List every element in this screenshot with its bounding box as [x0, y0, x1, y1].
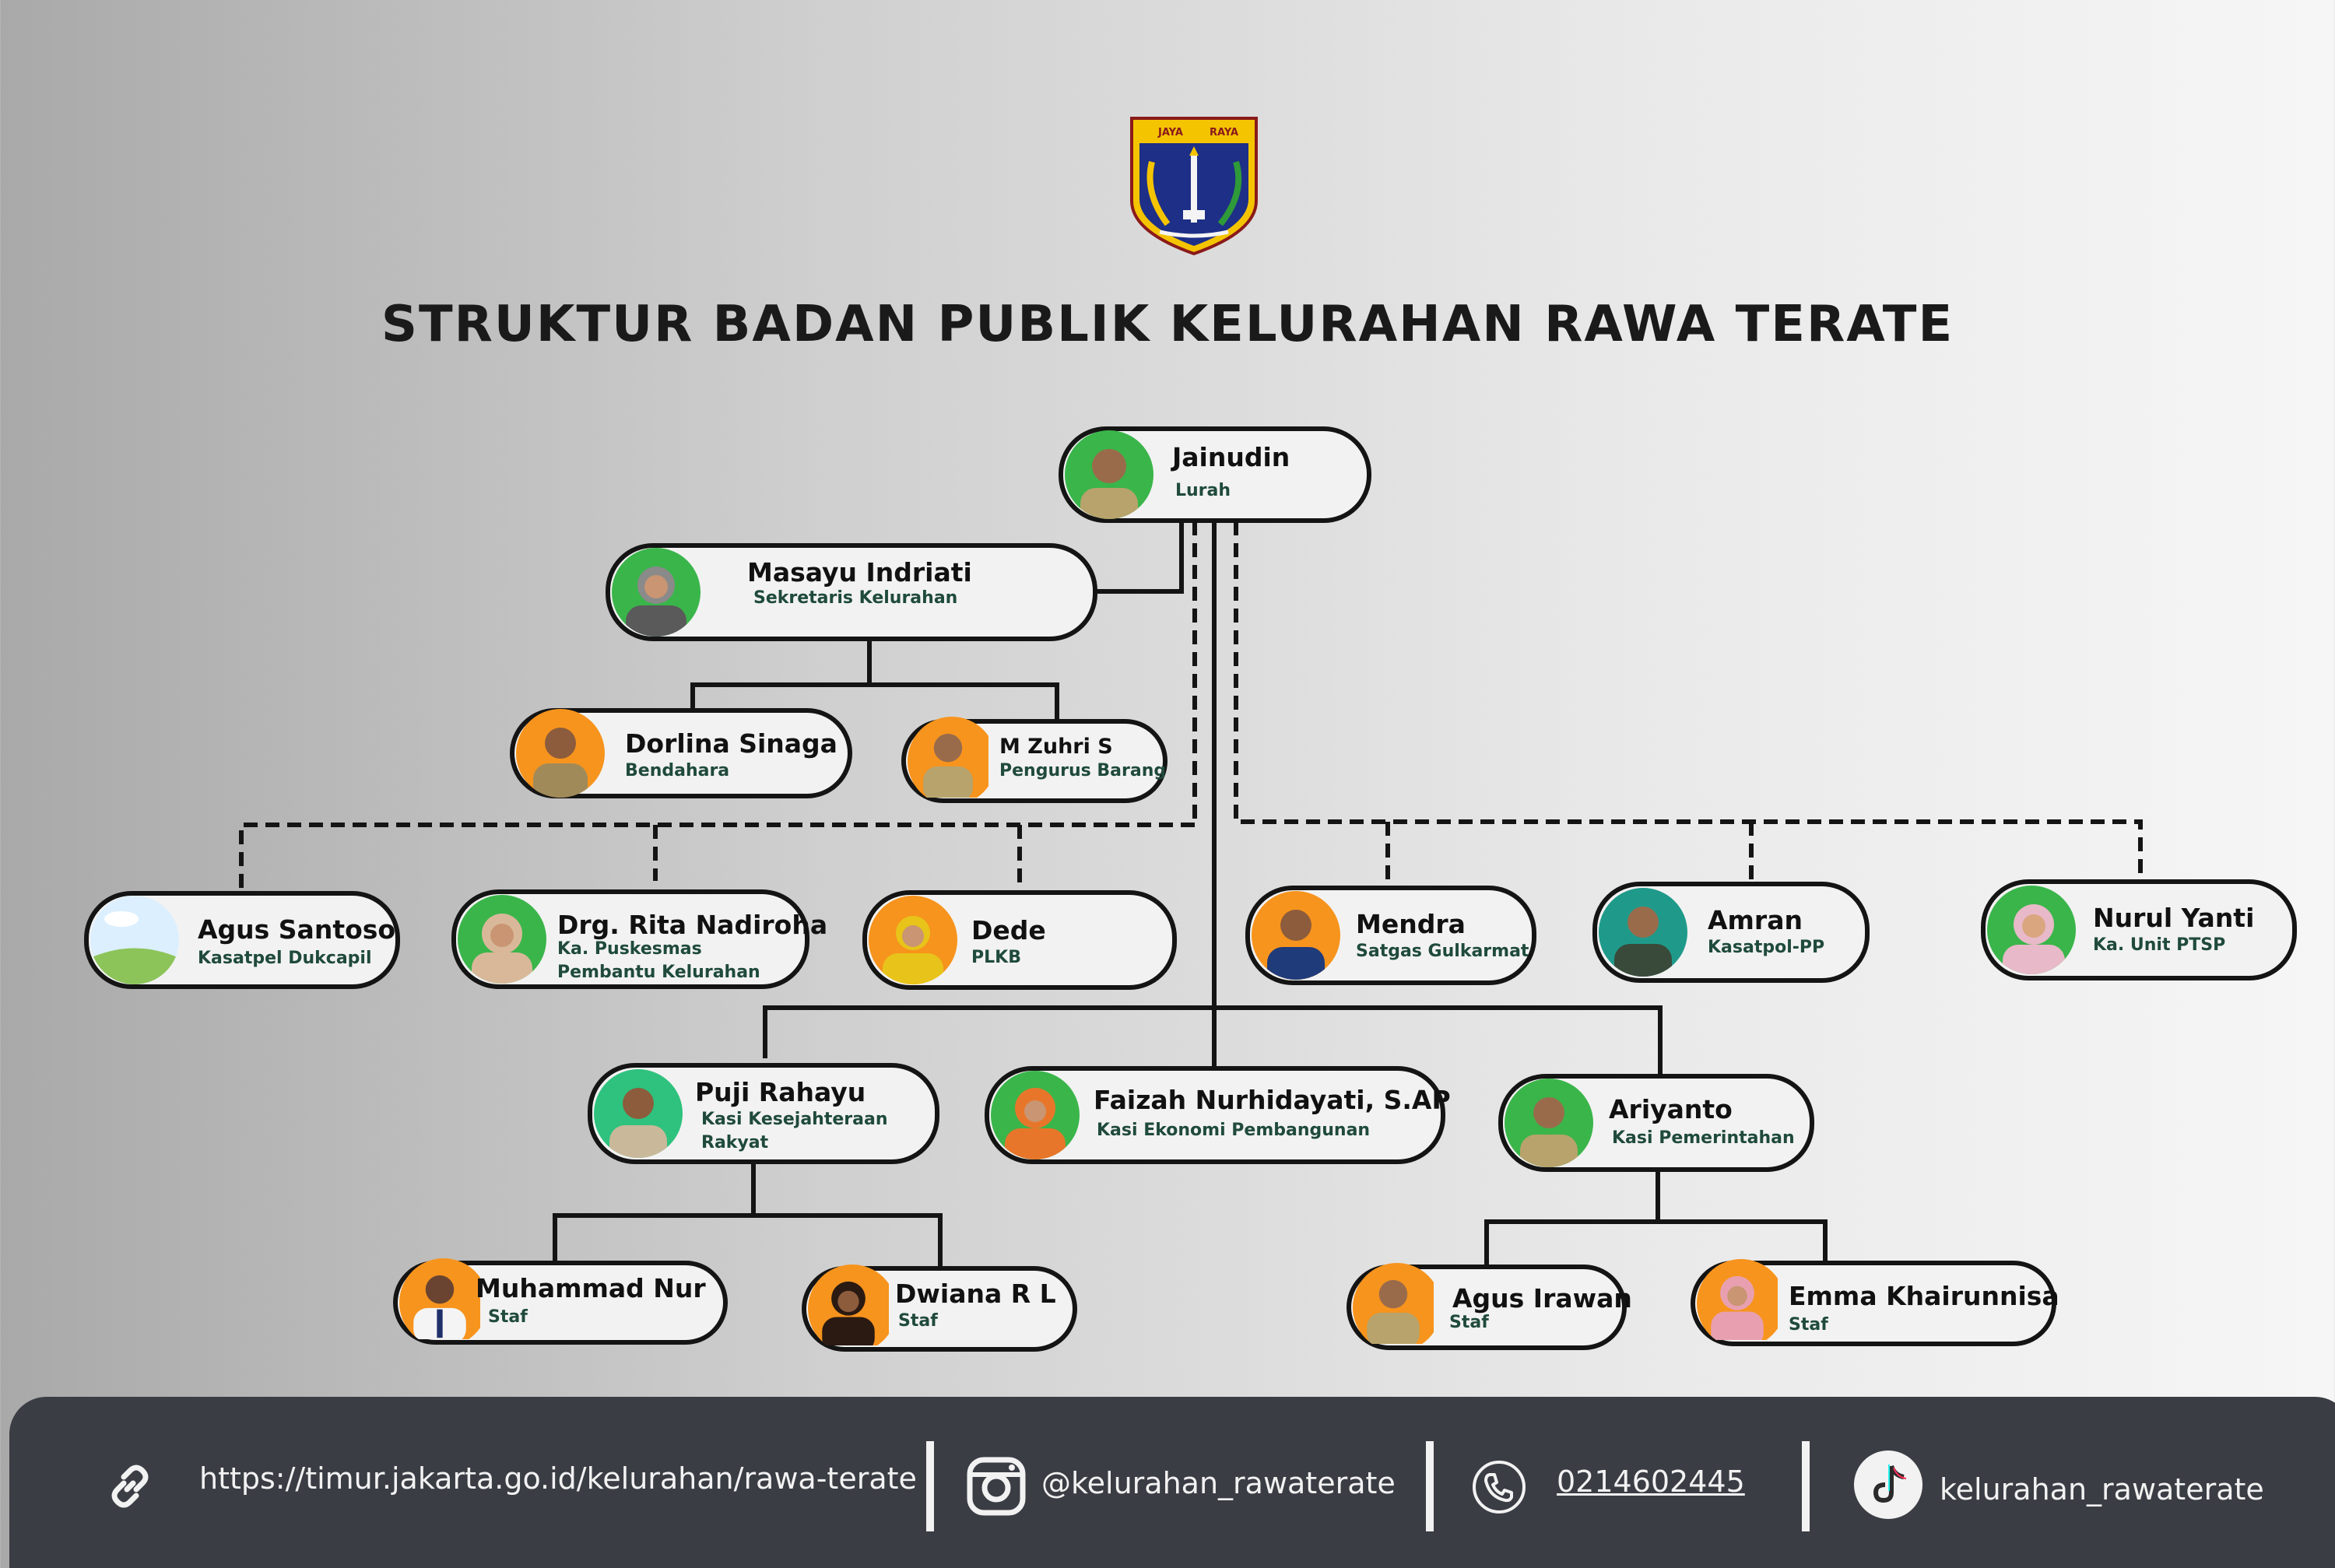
- person-name: Dede: [971, 915, 1046, 945]
- person-name: M Zuhri S: [999, 735, 1113, 759]
- person-name: Ariyanto: [1609, 1094, 1733, 1124]
- person-name: Nurul Yanti: [2093, 903, 2255, 933]
- avatar-photo: [458, 895, 546, 984]
- tiktok-icon: [1852, 1449, 1924, 1521]
- person-role-line1: Kasi Kesejahteraan: [701, 1110, 888, 1129]
- person-role-line2: Pembantu Kelurahan: [557, 963, 760, 982]
- card-faizah: [985, 1066, 1451, 1164]
- person-name: Dorlina Sinaga: [625, 728, 837, 759]
- logo-text-left: JAYA: [1158, 127, 1183, 139]
- card-emma: [1691, 1261, 2059, 1346]
- card-muhammad: [393, 1261, 728, 1345]
- instagram-icon: [965, 1455, 1027, 1517]
- person-name: Mendra: [1356, 909, 1466, 939]
- avatar-photo: [1599, 888, 1687, 977]
- person-name: Agus Santoso: [198, 914, 396, 945]
- avatar-photo: [991, 1071, 1080, 1159]
- card-dwiana: [802, 1266, 1077, 1352]
- card-amran: [1592, 882, 1870, 983]
- card-dede: [862, 890, 1177, 990]
- avatar-photo: [612, 548, 700, 637]
- card-jainudin: [1059, 426, 1371, 523]
- footer-divider: [1802, 1441, 1810, 1531]
- person-name: Puji Rahayu: [695, 1077, 866, 1107]
- logo-text-right: RAYA: [1210, 127, 1239, 139]
- avatar-placeholder: [90, 896, 179, 984]
- person-role: Kasatpel Dukcapil: [198, 949, 372, 968]
- person-role: Ka. Unit PTSP: [2093, 935, 2226, 955]
- person-name: Agus Irawan: [1452, 1283, 1632, 1314]
- card-dorlina: [510, 708, 852, 798]
- avatar-photo: [1065, 430, 1153, 519]
- person-name: Amran: [1708, 905, 1803, 935]
- phone-number[interactable]: 0214602445: [1557, 1465, 1745, 1499]
- person-role: Bendahara: [625, 761, 730, 780]
- person-role: Kasatpol-PP: [1708, 938, 1825, 957]
- person-role: Satgas Gulkarmat: [1356, 942, 1529, 961]
- avatar-photo: [1353, 1263, 1441, 1352]
- person-name: Drg. Rita Nadiroha: [557, 910, 828, 940]
- person-role: Pengurus Barang: [999, 761, 1167, 780]
- person-name: Jainudin: [1172, 442, 1290, 472]
- avatar-photo: [869, 896, 957, 984]
- person-role: Staf: [898, 1311, 938, 1331]
- person-role-line2: Rakyat: [701, 1133, 769, 1152]
- person-name: Muhammad Nur: [476, 1273, 706, 1303]
- avatar-photo: [908, 717, 996, 805]
- person-role: Staf: [1789, 1315, 1828, 1335]
- card-mendra: [1245, 886, 1536, 985]
- phone-icon: [1471, 1459, 1527, 1515]
- person-role-line1: Ka. Puskesmas: [557, 939, 702, 959]
- card-zuhri: [901, 719, 1168, 803]
- card-nurul: [1981, 879, 2297, 980]
- tiktok-handle[interactable]: kelurahan_rawaterate: [1940, 1472, 2264, 1507]
- avatar-photo: [1252, 891, 1340, 980]
- person-role: PLKB: [971, 948, 1021, 967]
- person-name: Faizah Nurhidayati, S.AP: [1094, 1085, 1451, 1115]
- person-name: Emma Khairunnisa: [1789, 1281, 2059, 1311]
- person-role: Lurah: [1175, 481, 1231, 500]
- person-role: Kasi Ekonomi Pembangunan: [1097, 1121, 1371, 1140]
- card-rita: [451, 889, 828, 989]
- avatar-photo: [399, 1258, 488, 1347]
- avatar-photo: [1987, 886, 2076, 974]
- footer-divider: [1426, 1441, 1434, 1531]
- avatar-photo: [1697, 1259, 1785, 1348]
- instagram-handle[interactable]: @kelurahan_rawaterate: [1041, 1466, 1396, 1500]
- person-role: Kasi Pemerintahan: [1612, 1128, 1795, 1148]
- person-name: Masayu Indriati: [747, 557, 972, 588]
- person-name: Dwiana R L: [895, 1279, 1056, 1309]
- card-ariyanto: [1498, 1074, 1814, 1172]
- person-role: Sekretaris Kelurahan: [753, 588, 958, 608]
- avatar-photo: [594, 1069, 683, 1158]
- person-role: Staf: [1449, 1313, 1489, 1332]
- avatar-photo: [808, 1265, 897, 1353]
- link-icon: [105, 1461, 155, 1511]
- avatar-photo: [1505, 1079, 1593, 1167]
- person-role: Staf: [488, 1307, 528, 1327]
- website-link[interactable]: https://timur.jakarta.go.id/kelurahan/rawa-terate: [199, 1461, 917, 1496]
- card-puji: [588, 1063, 939, 1164]
- avatar-photo: [516, 709, 605, 798]
- page-title: STRUKTUR BADAN PUBLIK KELURAHAN RAWA TERATE: [381, 296, 1954, 353]
- footer-divider: [926, 1441, 934, 1531]
- card-masayu: [606, 543, 1097, 641]
- card-agus-irawan: [1347, 1265, 1632, 1350]
- card-agus-santoso: [84, 891, 400, 989]
